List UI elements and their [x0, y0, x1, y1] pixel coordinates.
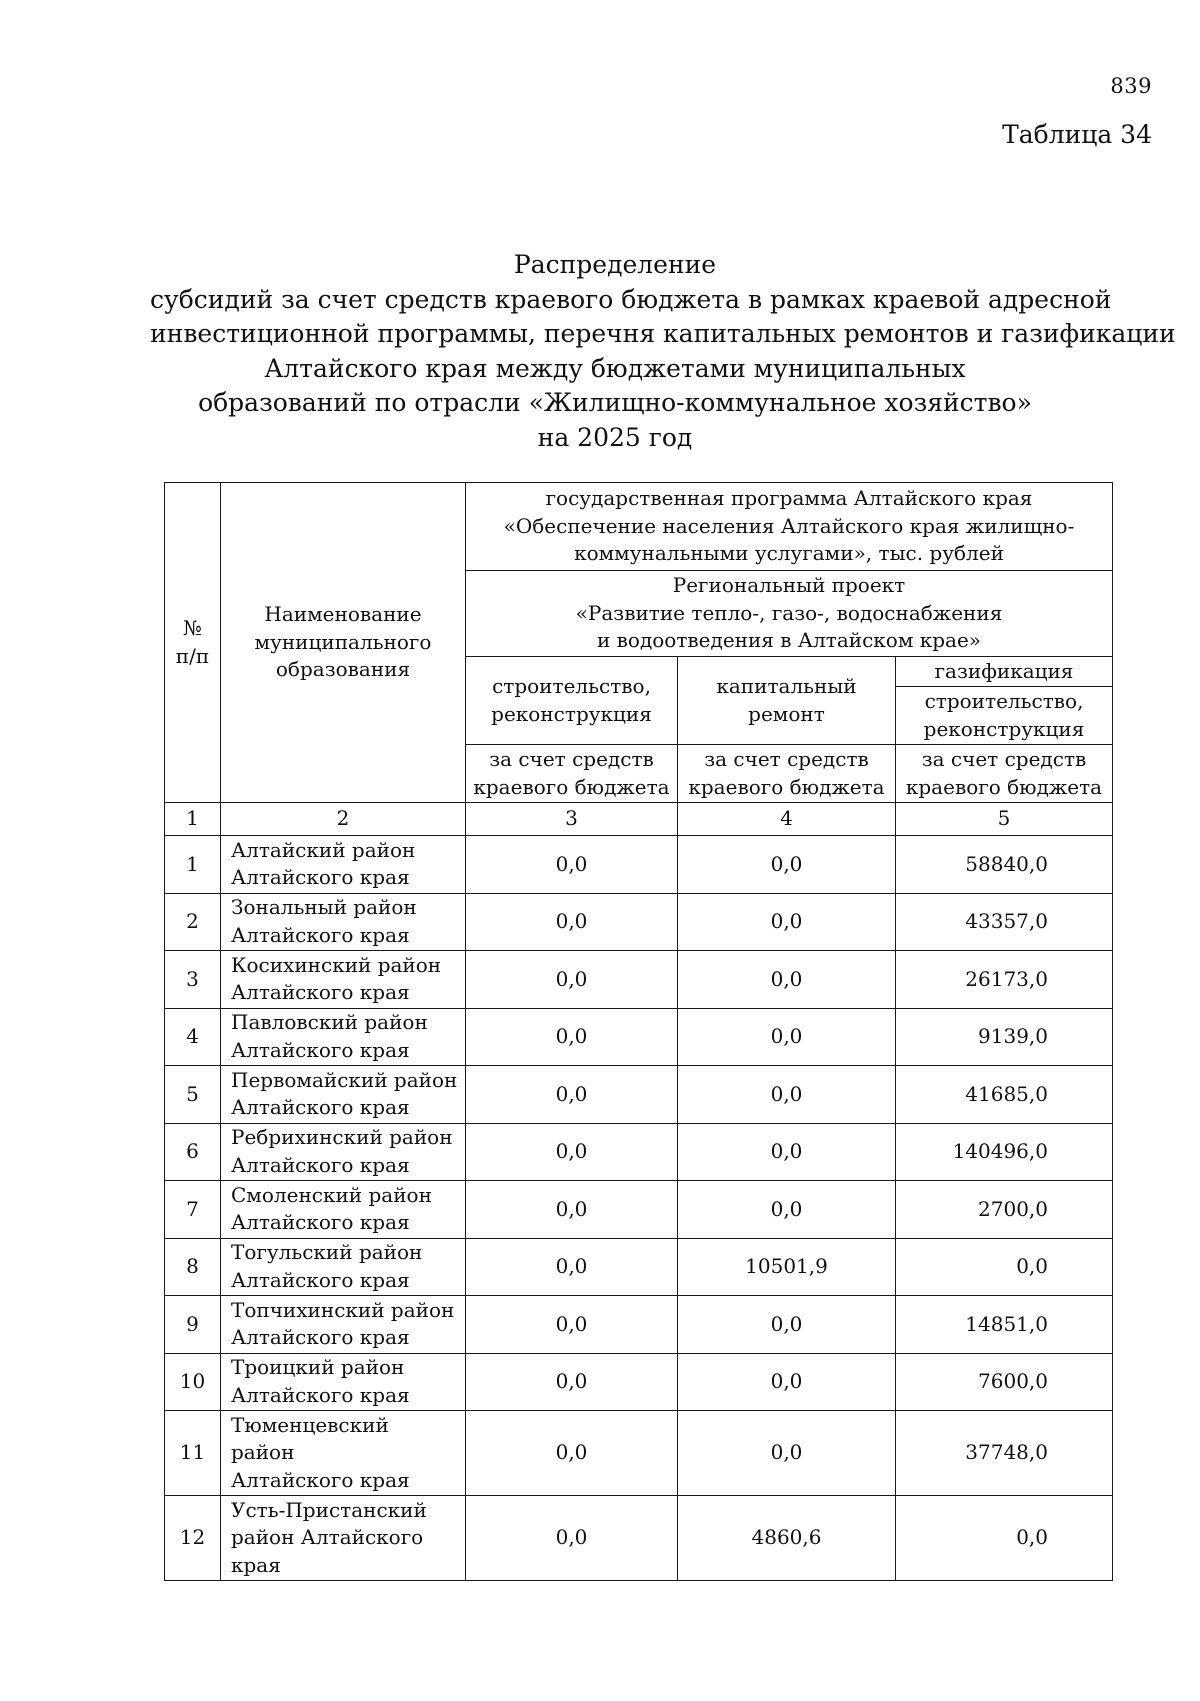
capital-repair-value: 0,0 — [678, 1181, 896, 1239]
capital-repair-value: 0,0 — [678, 951, 896, 1009]
capital-repair-value: 0,0 — [678, 1296, 896, 1354]
header-funding-source: за счет средств краевого бюджета — [466, 745, 678, 803]
municipality-name — [221, 1008, 466, 1066]
construction-value: 0,0 — [466, 836, 678, 894]
header-project: Региональный проект «Развитие тепло-, газо-, водоснабжения и водоотведения в Алтайском крае» — [466, 571, 1113, 657]
municipality-name-line: Алтайского края — [231, 922, 410, 947]
table-row — [165, 1353, 1113, 1411]
subsidy-table — [164, 482, 1113, 1581]
title-line: инвестиционной программы, перечня капитальных ремонтов и газификации — [150, 319, 1176, 348]
table-row — [165, 1496, 1113, 1581]
title-line: образований по отрасли «Жилищно-коммунальное хозяйство» — [198, 388, 1032, 417]
municipality-name-line: Косихинский район — [231, 952, 442, 977]
municipality-name-line: Алтайского края — [231, 1467, 410, 1492]
row-number: 2 — [165, 893, 221, 951]
construction-value: 0,0 — [466, 951, 678, 1009]
capital-repair-value: 0,0 — [678, 1353, 896, 1411]
municipality-name-line: Топчихинский район — [231, 1297, 455, 1322]
capital-repair-value: 0,0 — [678, 893, 896, 951]
table-row — [165, 1008, 1113, 1066]
municipality-name — [221, 1411, 466, 1496]
municipality-name-line: Алтайского края — [231, 1152, 410, 1177]
table-row — [165, 836, 1113, 894]
row-number: 11 — [165, 1411, 221, 1496]
header-num-col: № п/п — [165, 483, 221, 803]
column-number: 5 — [896, 803, 1113, 836]
header-row — [165, 483, 1113, 571]
table-row — [165, 1123, 1113, 1181]
header-construction: строительство, реконструкция — [466, 657, 678, 745]
header-funding-source: за счет средств краевого бюджета — [678, 745, 896, 803]
municipality-name — [221, 1181, 466, 1239]
row-number: 1 — [165, 836, 221, 894]
header-gas-construction: строительство, реконструкция — [896, 687, 1113, 745]
title-line: субсидий за счет средств краевого бюджета в рамках краевой адресной — [150, 284, 1112, 314]
capital-repair-value: 0,0 — [678, 1123, 896, 1181]
row-number: 12 — [165, 1496, 221, 1581]
construction-value: 0,0 — [466, 1008, 678, 1066]
table-label: Таблица 34 — [1002, 120, 1152, 149]
document-title — [150, 248, 1176, 455]
table-row — [165, 1411, 1113, 1496]
municipality-name — [221, 1123, 466, 1181]
construction-value: 0,0 — [466, 1123, 678, 1181]
row-number: 3 — [165, 951, 221, 1009]
municipality-name — [221, 1496, 466, 1581]
table-row — [165, 1181, 1113, 1239]
construction-value: 0,0 — [466, 1496, 678, 1581]
municipality-name — [221, 1296, 466, 1354]
municipality-name-line: Алтайского края — [231, 1095, 410, 1120]
construction-value: 0,0 — [466, 1238, 678, 1296]
header-capital-repair: капитальный ремонт — [678, 657, 896, 745]
capital-repair-value: 0,0 — [678, 836, 896, 894]
municipality-name-line: Алтайского края — [231, 865, 410, 890]
construction-value: 0,0 — [466, 1411, 678, 1496]
municipality-name-line: Первомайский район — [231, 1067, 458, 1092]
construction-value: 0,0 — [466, 1066, 678, 1124]
gasification-value: 7600,0 — [896, 1353, 1113, 1411]
construction-value: 0,0 — [466, 1296, 678, 1354]
municipality-name-line: Алтайского края — [231, 1382, 410, 1407]
row-number: 9 — [165, 1296, 221, 1354]
gasification-value: 37748,0 — [896, 1411, 1113, 1496]
municipality-name-line: Смоленский район — [231, 1182, 432, 1207]
gasification-value: 14851,0 — [896, 1296, 1113, 1354]
title-line: на 2025 год — [537, 422, 693, 452]
municipality-name-line: Зональный район — [231, 895, 417, 920]
row-number: 7 — [165, 1181, 221, 1239]
title-line: Алтайского края между бюджетами муниципальных — [264, 353, 966, 383]
row-number: 6 — [165, 1123, 221, 1181]
column-number-row — [165, 803, 1113, 836]
municipality-name-line: Алтайского края — [231, 1037, 410, 1062]
municipality-name — [221, 1238, 466, 1296]
municipality-name — [221, 893, 466, 951]
gasification-value: 26173,0 — [896, 951, 1113, 1009]
construction-value: 0,0 — [466, 1353, 678, 1411]
municipality-name-line: края — [231, 1552, 281, 1577]
capital-repair-value: 0,0 — [678, 1411, 896, 1496]
municipality-name — [221, 1066, 466, 1124]
municipality-name-line: Троицкий район — [231, 1355, 405, 1380]
table-row — [165, 951, 1113, 1009]
table-row — [165, 893, 1113, 951]
municipality-name-line: Алтайского края — [231, 1210, 410, 1235]
row-number: 5 — [165, 1066, 221, 1124]
municipality-name-line: Павловский район — [231, 1010, 428, 1035]
gasification-value: 43357,0 — [896, 893, 1113, 951]
gasification-value: 0,0 — [896, 1496, 1113, 1581]
column-number: 2 — [221, 803, 466, 836]
title-line: Распределение — [513, 250, 717, 279]
gasification-value: 2700,0 — [896, 1181, 1113, 1239]
municipality-name-line: Алтайского края — [231, 1325, 410, 1350]
header-program: государственная программа Алтайского края «Обеспечение населения Алтайского края жилищно- коммунальными услугами», тыс. рублей — [466, 483, 1113, 571]
municipality-name-line: Усть-Пристанский — [231, 1497, 427, 1522]
row-number: 4 — [165, 1008, 221, 1066]
header-funding-source: за счет средств краевого бюджета — [896, 745, 1113, 803]
municipality-name — [221, 951, 466, 1009]
gasification-value: 58840,0 — [896, 836, 1113, 894]
table-row — [165, 1238, 1113, 1296]
column-number: 3 — [466, 803, 678, 836]
capital-repair-value: 0,0 — [678, 1066, 896, 1124]
column-number: 4 — [678, 803, 896, 836]
capital-repair-value: 4860,6 — [678, 1496, 896, 1581]
construction-value: 0,0 — [466, 1181, 678, 1239]
municipality-name — [221, 1353, 466, 1411]
header-gasification: газификация — [896, 657, 1113, 687]
table-row — [165, 1066, 1113, 1124]
gasification-value: 0,0 — [896, 1238, 1113, 1296]
capital-repair-value: 0,0 — [678, 1008, 896, 1066]
municipality-name — [221, 836, 466, 894]
row-number: 10 — [165, 1353, 221, 1411]
municipality-name-line: Алтайский район — [231, 837, 416, 862]
table-row — [165, 1296, 1113, 1354]
municipality-name-line: район — [231, 1440, 295, 1465]
construction-value: 0,0 — [466, 893, 678, 951]
column-number: 1 — [165, 803, 221, 836]
municipality-name-line: Тогульский район — [231, 1240, 423, 1265]
capital-repair-value: 10501,9 — [678, 1238, 896, 1296]
municipality-name-line: Алтайского края — [231, 980, 410, 1005]
municipality-name-line: Ребрихинский район — [231, 1125, 453, 1150]
gasification-value: 140496,0 — [896, 1123, 1113, 1181]
municipality-name-line: Тюменцевский — [231, 1412, 389, 1437]
gasification-value: 41685,0 — [896, 1066, 1113, 1124]
municipality-name-line: район Алтайского — [231, 1525, 424, 1550]
page-number: 839 — [1110, 74, 1152, 98]
gasification-value: 9139,0 — [896, 1008, 1113, 1066]
header-name-col: Наименование муниципального образования — [221, 483, 466, 803]
row-number: 8 — [165, 1238, 221, 1296]
municipality-name-line: Алтайского края — [231, 1267, 410, 1292]
